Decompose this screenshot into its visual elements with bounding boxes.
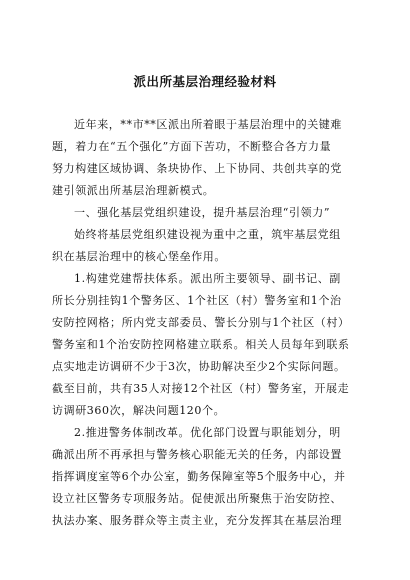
heading-text: 一、强化基层党组织建设，提升基层治理“引领力”	[74, 206, 331, 219]
text-line: 安防控网格；所内党支部委员、警长分别与1个社区（村）	[52, 316, 350, 329]
document-title: 派出所基层治理经验材料	[133, 74, 277, 89]
section-heading-1	[52, 202, 362, 224]
text-line: 截至目前，共有35人对接12个社区（村）警务室，开展走	[52, 382, 350, 395]
text-line: 始终将基层党组织建设视为重中之重，筑牢基层党组	[74, 228, 341, 241]
document-body	[52, 114, 362, 532]
text-line: 2.推进警务体制改革。优化部门设置与职能划分，明	[74, 426, 341, 439]
paragraph-item-1	[52, 268, 362, 422]
paragraph-item-2	[52, 422, 362, 532]
text-line: 访调研360次，解决问题120个。	[52, 404, 226, 417]
text-line: 点实地走访调研不少于3次，协助解决至少2个实际问题。	[52, 360, 346, 373]
text-line: 所长分别挂钩1个警务区、1个社区（村）警务室和1个治	[52, 294, 342, 307]
text-line: 警务室和1个治安防控网格建立联系。相关人员每年到联系	[52, 338, 350, 351]
text-line: 1.构建党建帮扶体系。派出所主要领导、副书记、副	[74, 272, 341, 285]
text-line: 指挥调度室等6个办公室，勤务保障室等5个服务中心，并	[52, 470, 346, 483]
text-line: 确派出所不再承担与警务核心职能无关的任务，内部设置	[52, 448, 342, 461]
text-line: 设立社区警务专项服务站。促使派出所聚焦于治安防控、	[52, 492, 342, 505]
text-line: 近年来，**市**区派出所着眼于基层治理中的关键难	[74, 118, 342, 131]
text-line: 执法办案、服务群众等主责主业，充分发挥其在基层治理	[52, 514, 342, 527]
text-line: 建引领派出所基层治理新模式。	[52, 184, 215, 197]
paragraph-section-1-intro	[52, 224, 362, 268]
text-line: 题，着力在“五个强化”方面下苦功，不断整合各方力量	[52, 140, 332, 153]
paragraph-intro	[52, 114, 362, 202]
text-line: 织在基层治理中的核心堡垒作用。	[52, 250, 226, 263]
text-line: 努力构建区域协调、条块协作、上下协同、共创共享的党	[52, 162, 342, 175]
